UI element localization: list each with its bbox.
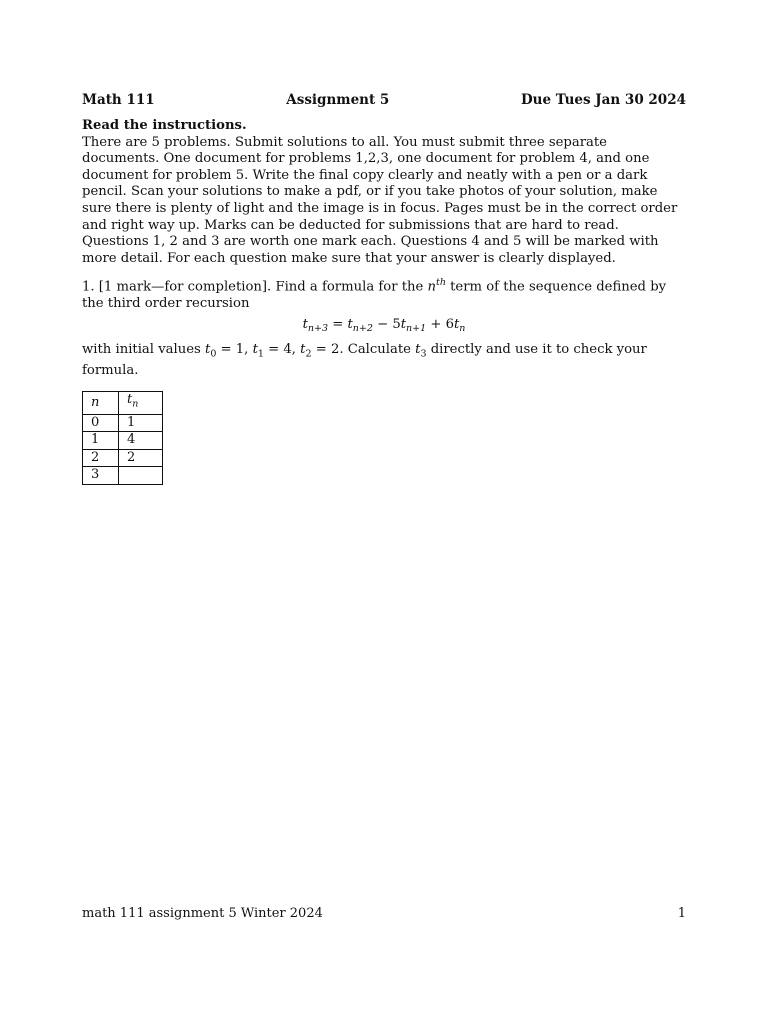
page-header	[82, 92, 686, 114]
instructions-paragraph-2: Questions 1, 2 and 3 are worth one mark each. Questions 4 and 5 will be marked with more detail. For each question make sure that your answer is clearly displayed.	[82, 234, 659, 266]
due-date: Due Tues Jan 30 2024	[520, 92, 686, 108]
cell-t: 2	[119, 449, 163, 467]
cell-t	[119, 467, 163, 485]
page-number: 1	[677, 906, 686, 921]
t0: t	[205, 341, 211, 357]
page-footer	[82, 906, 686, 921]
t3-sub: 3	[420, 348, 427, 360]
t2: t	[300, 341, 306, 357]
cell-n: 0	[83, 414, 119, 432]
cell-n: 2	[83, 449, 119, 467]
column-header-n: n	[83, 392, 119, 414]
problem-1-statement	[82, 275, 686, 313]
cell-t: 4	[119, 432, 163, 450]
t1-val: = 4,	[263, 341, 301, 357]
t3: t	[415, 341, 421, 357]
cell-t: 1	[119, 414, 163, 432]
t1-sub: 1	[257, 348, 264, 360]
followup-b: directly and use it to check your formula.	[82, 341, 647, 378]
nth-base: n	[427, 279, 436, 295]
footer-course-info: math 111 assignment 5 Winter 2024	[82, 906, 323, 921]
t0-sub: 0	[210, 348, 217, 360]
document-page	[82, 92, 686, 485]
column-header-t: t	[127, 392, 133, 408]
t2-sub: 2	[305, 348, 312, 360]
cell-n: 3	[83, 467, 119, 485]
eq-term-2-sub: n+1	[406, 322, 427, 334]
problem-1-intro-end: term of the sequence defined by the third order recursion	[82, 279, 667, 312]
problem-1	[82, 275, 686, 485]
cell-n: 1	[83, 432, 119, 450]
t0-val: = 1,	[216, 341, 253, 357]
eq-plus: + 6	[426, 316, 454, 332]
assignment-title: Assignment 5	[286, 92, 390, 108]
initial-values-text	[82, 342, 686, 380]
t2-val: = 2. Calculate	[311, 341, 416, 357]
table-header-row	[83, 392, 163, 414]
course-title: Math 111	[82, 92, 155, 108]
eq-term-1-sub: n+2	[352, 322, 373, 334]
column-header-tn	[119, 392, 163, 414]
initial-values-table	[82, 391, 163, 485]
eq-term-2: t	[400, 316, 407, 332]
eq-term-3-sub: n	[459, 322, 466, 334]
column-header-t-sub: n	[132, 398, 139, 410]
eq-lhs-sub: n+3	[307, 322, 329, 334]
table-row	[83, 432, 163, 450]
eq-term-3: t	[453, 316, 460, 332]
instructions-heading: Read the instructions.	[82, 118, 247, 133]
followup-a: with initial values	[82, 341, 205, 357]
table-row	[83, 414, 163, 432]
nth-superscript: th	[436, 277, 446, 289]
table-row	[83, 467, 163, 485]
problem-1-intro: 1. [1 mark—for completion]. Find a formula for the	[82, 279, 428, 295]
t1: t	[252, 341, 258, 357]
table-row	[83, 449, 163, 467]
eq-term-1: t	[347, 316, 353, 332]
instructions-paragraph-1: There are 5 problems. Submit solutions to all. You must submit three separate documents. One document for problems 1,2,3, one document for problem 4, and one document for problem 5. Write the final copy clearly and neatly with a pen or a dark pencil. Scan your solutions to make a pdf, or if you take photos of your solution, make sure there is plenty of light and the image is in focus. Pages must be in the correct order and right way up. Marks can be deducted for submissions that are hard to read.	[82, 134, 678, 233]
eq-minus: − 5	[372, 316, 401, 332]
eq-equals: =	[328, 316, 348, 332]
recursion-equation	[82, 317, 686, 338]
eq-lhs: t	[302, 316, 308, 332]
instructions-section	[82, 118, 686, 267]
